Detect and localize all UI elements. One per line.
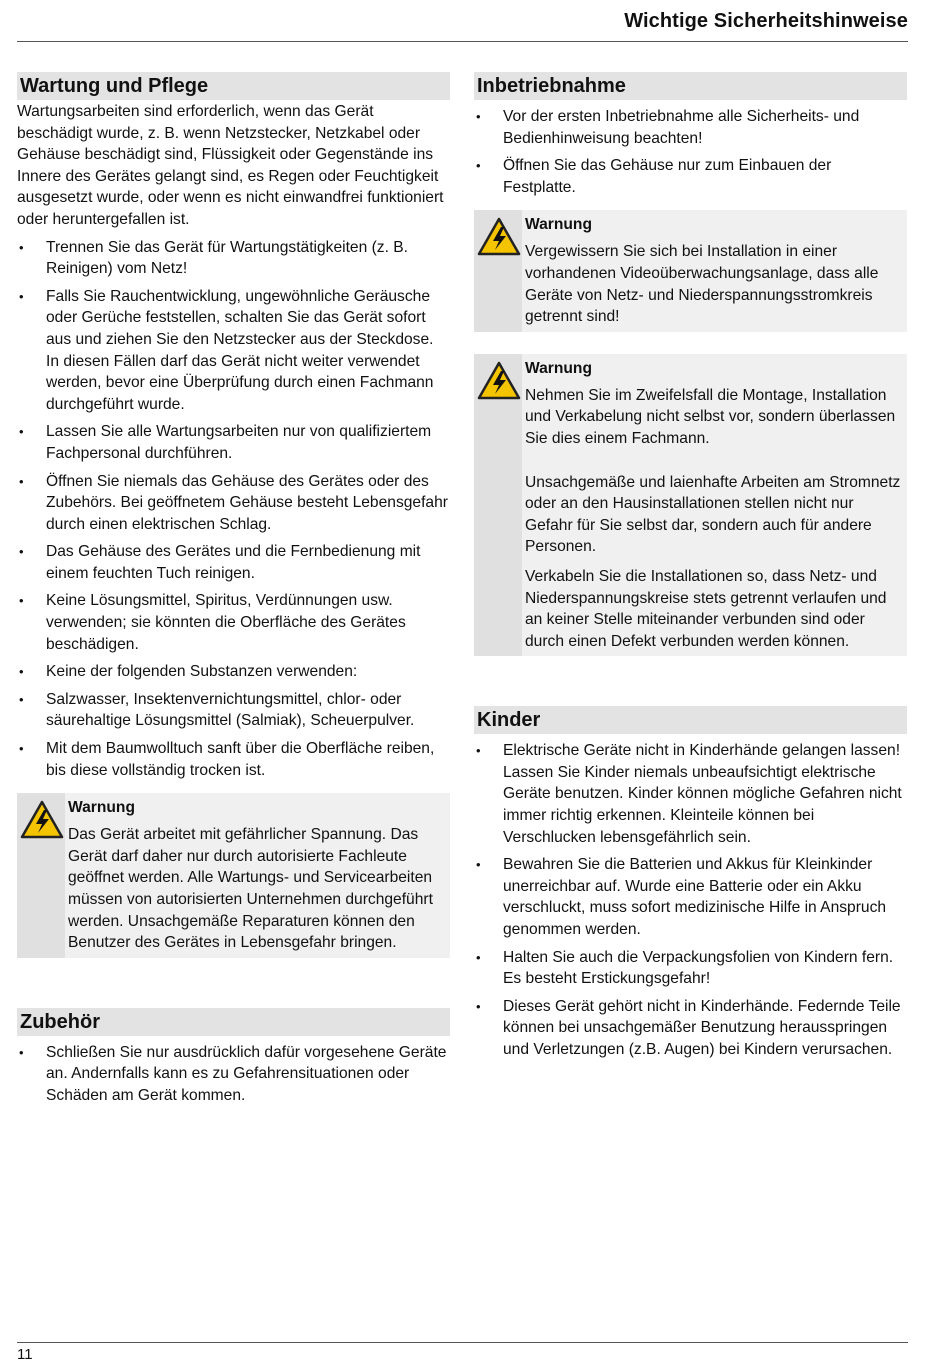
warning-box-installation	[474, 210, 907, 331]
left-column	[17, 72, 450, 1113]
bullet-icon: •	[19, 473, 24, 489]
list-item: • Keine Lösungsmittel, Spiritus, Verdünnungen usw. verwenden; sie könnten die Oberfläche des Gerätes beschädigen.	[19, 592, 406, 653]
bullet-icon: •	[19, 1044, 24, 1060]
section-heading-inbetriebnahme: Inbetriebnahme	[474, 72, 907, 100]
list-item: • Lassen Sie alle Wartungsarbeiten nur von qualifiziertem Fachpersonal durchführen.	[19, 423, 432, 462]
bullet-icon: •	[476, 109, 481, 124]
bullet-icon: •	[19, 593, 24, 609]
bullet-icon: •	[19, 288, 24, 304]
section-heading-zubehoer: Zubehör	[17, 1008, 450, 1036]
warning-text: Vergewissern Sie sich bei Installation in einer vorhandenen Videoüberwachungsanlage, dass alle Geräte von Netz- und Niederspannungsstromkreis getrennt sind!	[525, 243, 879, 326]
list-item: • Salzwasser, Insektenvernichtungsmittel, chlor- oder säurehaltige Lösungsmittel (Salmiak), Scheuerpulver.	[19, 690, 415, 730]
high-voltage-warning-icon	[477, 361, 521, 401]
page-number: 11	[17, 1346, 33, 1363]
bullet-icon: •	[19, 239, 24, 255]
bullet-icon: •	[19, 741, 24, 757]
bullet-icon: •	[19, 424, 24, 440]
section-heading-wartung: Wartung und Pflege	[17, 72, 450, 100]
inbetriebnahme-list	[474, 106, 907, 198]
bullet-icon: •	[19, 664, 24, 680]
warning-text: Verkabeln Sie die Installationen so, dass Netz- und Niederspannungskreise stets getrennt verlaufen und an keiner Stelle miteinander verbunden sind oder durch einen Defekt verbunden werden können.	[525, 567, 887, 650]
wartung-intro: Wartungsarbeiten sind erforderlich, wenn das Gerät beschädigt wurde, z. B. wenn Netzstecker, Netzkabel oder Gehäuse beschädigt sind, Flüssigkeit oder Gegenstände ins Innere des Gerätes gelangt sind, es Regen oder Feuchtigkeit ausgesetzt wurde, oder wenn es nicht einwandfrei funktioniert oder heruntergefallen ist.	[17, 103, 444, 228]
warning-title: Warnung	[525, 359, 592, 377]
bullet-icon: •	[476, 857, 481, 873]
list-item: • Elektrische Geräte nicht in Kinderhände gelangen lassen! Lassen Sie Kinder niemals unbeaufsichtigt elektrische Geräte benutzen. Kinder können mögliche Gefahren nicht immer richtig erkennen. Kleinteile können bei Verschlucken lebensgefährlich sein.	[476, 742, 902, 846]
zubehoer-list	[17, 1042, 450, 1107]
bullet-icon: •	[476, 949, 481, 965]
warning-text: Das Gerät arbeitet mit gefährlicher Spannung. Das Gerät darf daher nur durch autorisierte Fachleute geöffnet werden. Alle Wartungs- und Servicearbeiten müssen von autorisierten Unternehmen durchgeführt werden. Unsachgemäße Reparaturen können den Benutzer des Gerätes in Lebensgefahr bringen.	[68, 826, 433, 952]
list-item: • Das Gehäuse des Gerätes und die Fernbedienung mit einem feuchten Tuch reinigen.	[19, 543, 421, 582]
list-item: • Keine der folgenden Substanzen verwenden:	[17, 661, 450, 683]
list-item: • Falls Sie Rauchentwicklung, ungewöhnliche Geräusche oder Gerüche feststellen, schalten Sie das Gerät sofort aus und ziehen Sie den Netzstecker aus der Steckdose. In diesen Fällen darf das Gerät nicht weiter verwendet werden, bevor eine Überprüfung durch einen Fachmann durchgeführt wurde.	[19, 287, 434, 413]
warning-box-voltage	[17, 793, 450, 958]
bullet-icon: •	[19, 691, 24, 707]
warning-text: Unsachgemäße und laienhafte Arbeiten am Stromnetz oder an den Hausinstallationen stellen nicht nur Gefahr für Sie selbst dar, sondern auch für andere Personen.	[525, 473, 901, 556]
list-item: • Mit dem Baumwolltuch sanft über die Oberfläche reiben, bis diese vollständig trocken ist.	[19, 740, 435, 779]
kinder-list	[474, 740, 907, 1060]
warning-text: Nehmen Sie im Zweifelsfall die Montage, Installation und Verkabelung nicht selbst vor, sondern überlassen Sie dies einem Fachmann.	[525, 386, 896, 447]
right-column	[474, 72, 907, 1067]
bullet-icon: •	[476, 998, 481, 1014]
page-header-title: Wichtige Sicherheitshinweise	[624, 10, 908, 32]
list-item: • Öffnen Sie niemals das Gehäuse des Gerätes oder des Zubehörs. Bei geöffnetem Gehäuse besteht Lebensgefahr durch einen elektrischen Schlag.	[19, 472, 448, 533]
list-item: • Vor der ersten Inbetriebnahme alle Sicherheits- und Bedienhinweisung beachten!	[476, 108, 860, 147]
high-voltage-warning-icon	[477, 217, 521, 257]
list-item: • Halten Sie auch die Verpackungsfolien von Kindern fern. Es besteht Erstickungsgefahr!	[476, 948, 894, 988]
list-item: • Trennen Sie das Gerät für Wartungstätigkeiten (z. B. Reinigen) vom Netz!	[19, 238, 408, 278]
list-item: • Dieses Gerät gehört nicht in Kinderhände. Federnde Teile können bei unsachgemäßer Benutzung herausspringen und Verletzungen (z.B. Augen) bei Kindern verursachen.	[476, 997, 901, 1058]
warning-title: Warnung	[68, 799, 135, 817]
list-item: • Öffnen Sie das Gehäuse nur zum Einbauen der Festplatte.	[476, 157, 832, 196]
wartung-list	[17, 237, 450, 782]
warning-title: Warnung	[525, 216, 592, 234]
bullet-icon: •	[19, 544, 24, 560]
list-item: • Bewahren Sie die Batterien und Akkus für Kleinkinder unerreichbar auf. Wurde eine Batterie oder ein Akku verschluckt, muss sofort medizinische Hilfe in Anspruch genommen werden.	[476, 856, 887, 939]
bullet-icon: •	[476, 158, 481, 174]
footer-divider	[17, 1342, 908, 1343]
header-divider	[17, 41, 908, 42]
high-voltage-warning-icon	[20, 800, 64, 840]
bullet-icon: •	[476, 743, 481, 759]
list-item: • Schließen Sie nur ausdrücklich dafür vorgesehene Geräte an. Andernfalls kann es zu Gefahrensituationen oder Schäden am Gerät kommen.	[19, 1043, 447, 1104]
section-heading-kinder: Kinder	[474, 706, 907, 734]
warning-box-montage	[474, 354, 907, 657]
